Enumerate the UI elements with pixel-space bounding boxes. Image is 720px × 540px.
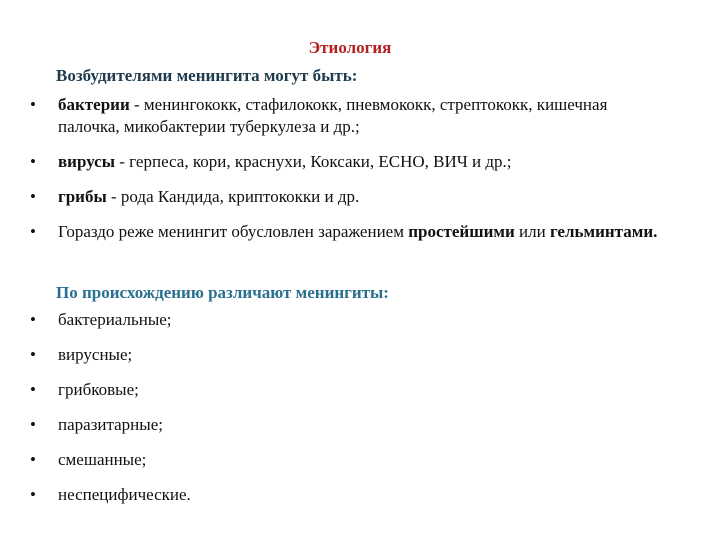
causes-heading: Возбудителями менингита могут быть: bbox=[56, 66, 358, 85]
cause-extra-bold: гельминтами. bbox=[549, 222, 658, 241]
list-item bbox=[0, 449, 720, 471]
cause-name: вирусы bbox=[58, 152, 116, 171]
bullet-icon: • bbox=[30, 222, 36, 241]
bullet-icon: • bbox=[30, 380, 36, 399]
bullet-icon: • bbox=[30, 187, 36, 206]
bullet-icon: • bbox=[30, 152, 36, 171]
list-item bbox=[0, 309, 720, 331]
list-item bbox=[0, 221, 720, 243]
type-label: паразитарные; bbox=[58, 415, 163, 434]
list-item bbox=[0, 186, 720, 208]
cause-name: бактерии bbox=[58, 95, 130, 114]
types-heading: По происхождению различают менингиты: bbox=[56, 283, 389, 302]
bullet-icon: • bbox=[30, 310, 36, 329]
bullet-icon: • bbox=[30, 415, 36, 434]
cause-desc: - герпеса, кори, краснухи, Коксаки, ЕСНО, ВИЧ и др.; bbox=[115, 152, 512, 171]
list-item bbox=[0, 151, 720, 173]
types-list bbox=[0, 309, 720, 519]
bullet-icon: • bbox=[30, 345, 36, 364]
bullet-icon: • bbox=[30, 450, 36, 469]
cause-desc: - менингококк, стафилококк, пневмококк, стрептококк, кишечная палочка, микобактерии туберкулеза и др.; bbox=[58, 95, 608, 136]
list-item bbox=[0, 414, 720, 436]
cause-extra-text: Гораздо реже менингит обусловлен заражением bbox=[58, 222, 409, 241]
type-label: грибковые; bbox=[58, 380, 139, 399]
list-item bbox=[0, 344, 720, 366]
cause-extra-bold: простейшими bbox=[408, 222, 515, 241]
list-item bbox=[0, 94, 720, 138]
causes-list bbox=[0, 94, 720, 256]
cause-extra-text: или bbox=[514, 222, 550, 241]
slide-title: Этиология bbox=[308, 38, 392, 57]
bullet-icon: • bbox=[30, 485, 36, 504]
list-item bbox=[0, 484, 720, 506]
cause-desc: - рода Кандида, криптококки и др. bbox=[106, 187, 360, 206]
bullet-icon: • bbox=[30, 95, 36, 114]
type-label: бактериальные; bbox=[58, 310, 172, 329]
cause-name: грибы bbox=[58, 187, 107, 206]
type-label: неспецифические. bbox=[58, 485, 191, 504]
type-label: смешанные; bbox=[58, 450, 147, 469]
list-item bbox=[0, 379, 720, 401]
type-label: вирусные; bbox=[58, 345, 133, 364]
